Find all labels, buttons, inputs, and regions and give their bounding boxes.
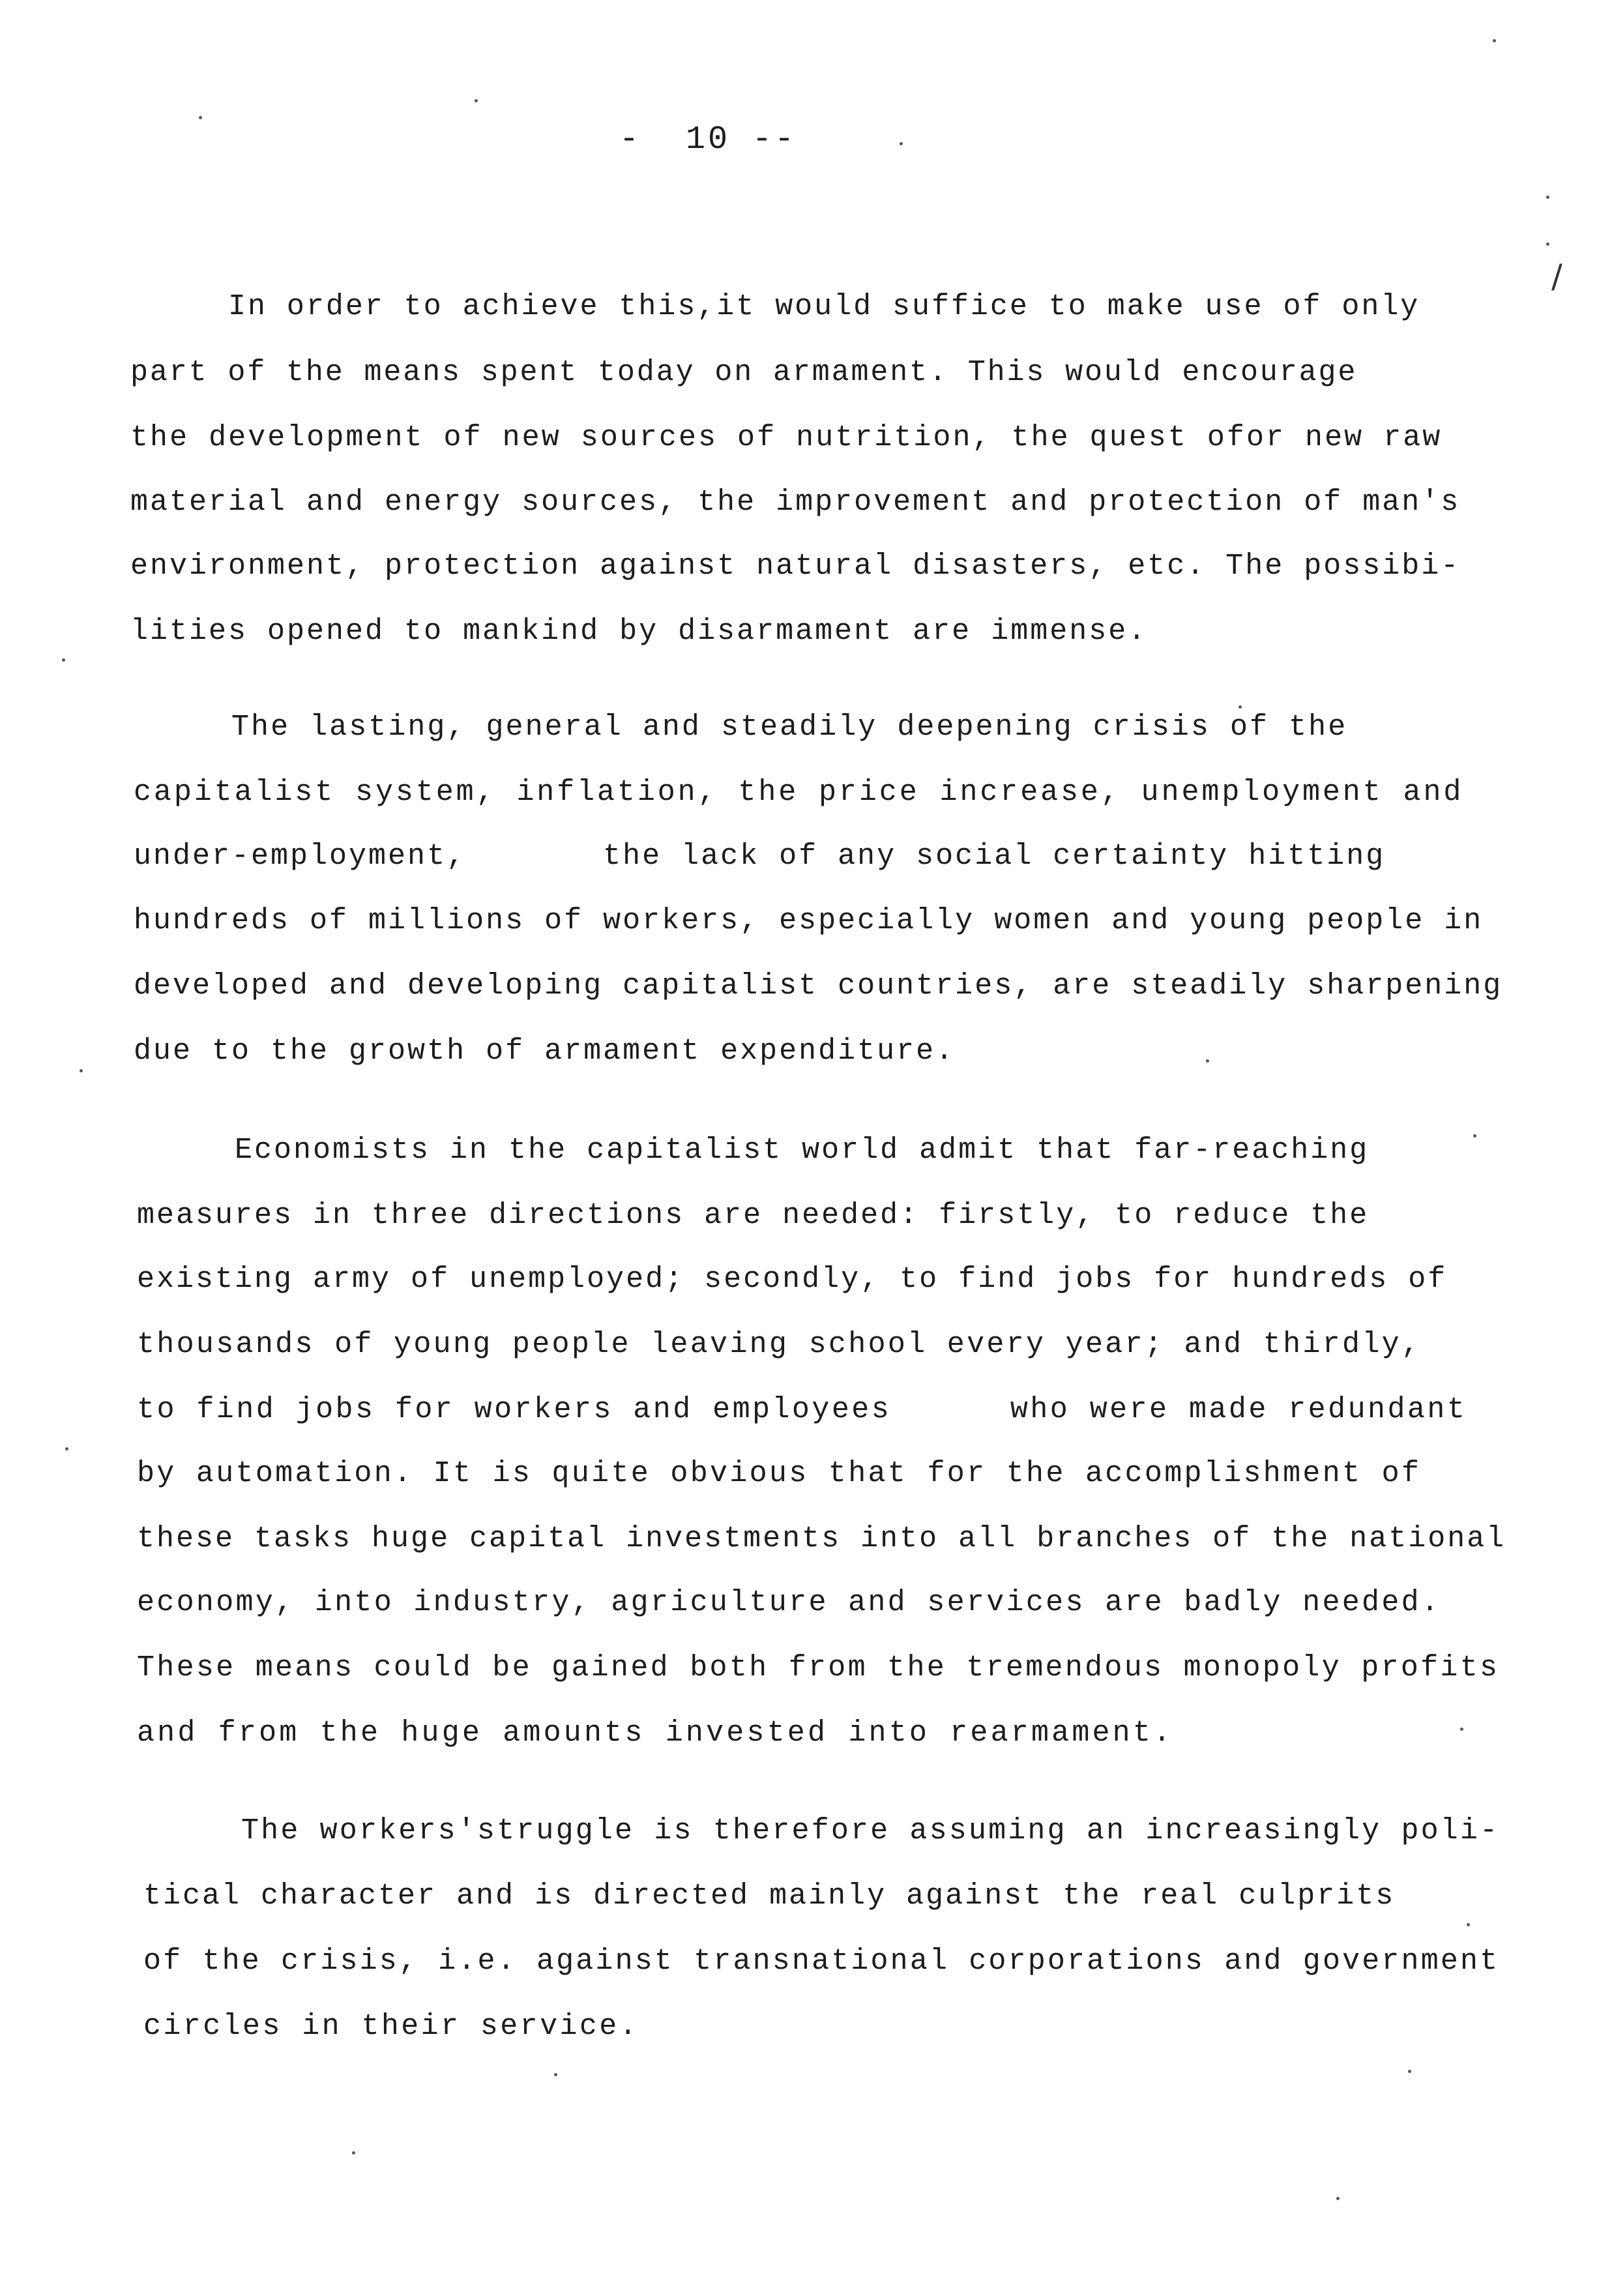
scan-speck [199,116,202,119]
paragraph-3-line-5: to find jobs for workers and employees who were made redundant [137,1393,1467,1426]
paragraph-3-line-4: thousands of young people leaving school every year; and thirdly, [137,1328,1422,1361]
page-number: - 10 -- [619,121,797,158]
paragraph-3-line-9: These means could be gained both from the tremendous monopoly profits [137,1651,1500,1685]
scan-speck [1546,196,1549,199]
paragraph-2-line-6: due to the growth of armament expenditure. [134,1035,956,1068]
paragraph-1-line-5: environment, protection against natural disasters, etc. The possibi- [130,550,1461,583]
scan-speck [1460,1728,1463,1731]
scan-speck [1408,2070,1411,2073]
paragraph-4-line-1: The workers'struggle is therefore assuming an increasingly poli- [241,1814,1500,1847]
scan-speck [1238,705,1242,709]
paragraph-3-line-10: and from the huge amounts invested into rearmament. [137,1716,1174,1750]
scan-speck [1467,1923,1470,1926]
paragraph-3-line-8: economy, into industry, agriculture and services are badly needed. [137,1586,1441,1619]
scan-speck [1493,39,1496,42]
scan-speck [1473,1134,1476,1138]
paragraph-1-line-3: the development of new sources of nutrition, the quest ofor new raw [130,421,1443,454]
paragraph-4-line-2: tical character and is directed mainly against the real culprits [143,1879,1396,1913]
paragraph-4-line-4: circles in their service. [143,2010,639,2043]
paragraph-1-line-1: In order to achieve this,it would suffice to make use of only [228,290,1420,323]
paragraph-3-line-3: existing army of unemployed; secondly, to find jobs for hundreds of [137,1263,1448,1296]
scan-speck [900,142,903,145]
paragraph-2-line-3: under-employment, the lack of any social certainty hitting [134,840,1386,873]
scan-speck [352,2151,355,2155]
paragraph-2-line-2: capitalist system, inflation, the price increase, unemployment and [134,776,1464,809]
paragraph-2-line-5: developed and developing capitalist countries, are steadily sharpening [134,969,1503,1003]
paragraph-1-line-2: part of the means spent today on armament. This would encourage [130,356,1358,389]
scan-speck [65,1447,68,1450]
paragraph-2-line-4: hundreds of millions of workers, especially women and young people in [134,904,1484,937]
paragraph-3-line-2: measures in three directions are needed: firstly, to reduce the [137,1199,1370,1232]
scan-speck [1546,243,1549,246]
paragraph-1-line-6: lities opened to mankind by disarmament are immense. [130,615,1148,648]
scan-speck [554,2073,557,2076]
scan-speck [1336,2197,1340,2200]
scan-speck [1206,1059,1209,1063]
paragraph-4-line-3: of the crisis, i.e. against transnational corporations and government [143,1945,1500,1978]
scan-speck [475,99,478,102]
paragraph-1-line-4: material and energy sources, the improvement and protection of man's [130,486,1461,519]
margin-slash-mark: / [1551,258,1562,295]
paragraph-3-line-6: by automation. It is quite obvious that for the accomplishment of [137,1457,1422,1490]
paragraph-3-line-1: Economists in the capitalist world admit that far-reaching [235,1134,1370,1167]
scan-speck [80,1069,83,1072]
paragraph-3-line-7: these tasks huge capital investments into all branches of the national [137,1522,1506,1555]
paragraph-2-line-1: The lasting, general and steadily deepening crisis of the [231,711,1348,744]
scan-speck [62,658,65,662]
